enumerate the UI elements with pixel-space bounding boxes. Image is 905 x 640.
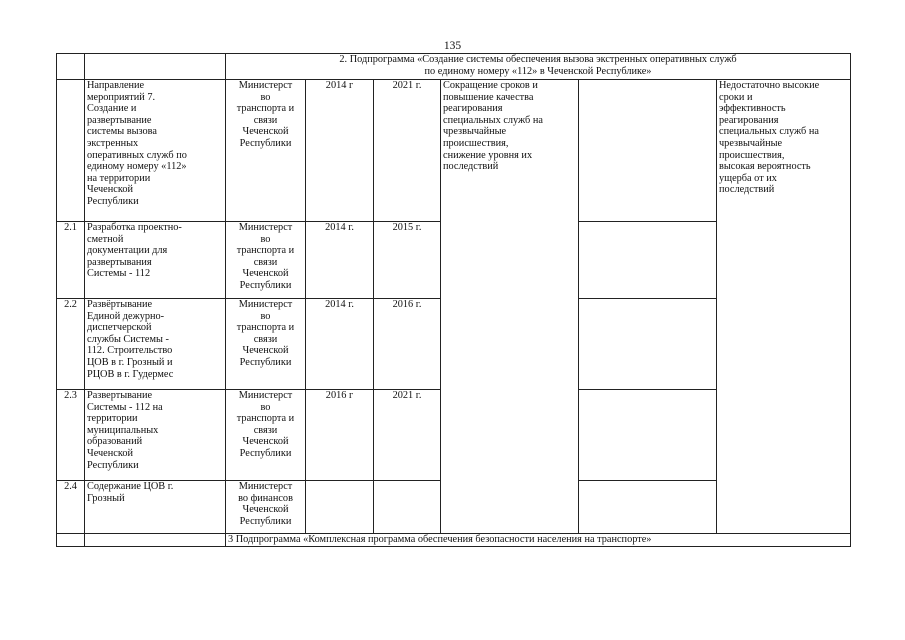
blank-cell: [579, 80, 717, 222]
table-row-direction: [57, 80, 851, 222]
activity-description: Развертывание Системы - 112 на территории муниципальных образований Чеченской Республики: [85, 390, 226, 481]
empty-description-cell: [85, 54, 226, 80]
blank-cell: [579, 390, 717, 481]
direction-description: Направление мероприятий 7. Создание и развертывание системы вызова экстренных оперативных служб по единому номеру «112» на территории Чеченской Республики: [85, 80, 226, 222]
end-year: 2016 г.: [374, 299, 441, 390]
end-year: 2015 г.: [374, 222, 441, 299]
blank-cell: [579, 481, 717, 534]
subprogram-2-header-row: [57, 54, 851, 80]
page-number: 135: [443, 40, 462, 52]
end-year: 2021 г.: [374, 390, 441, 481]
row-number: 2.3: [57, 390, 85, 481]
subprogram-2-title-line-2: по единому номеру «112» в Чеченской Республике»: [424, 65, 652, 77]
non-implementation-consequences: Недостаточно высокие сроки и эффективность реагирования специальных служб на чрезвычайные происшествия, высокая вероятность ущерба от их последствий: [717, 80, 851, 534]
end-year: [374, 481, 441, 534]
subprogram-2-title: [226, 54, 851, 80]
row-number: 2.1: [57, 222, 85, 299]
start-year: 2014 г.: [306, 299, 374, 390]
blank-cell: [579, 299, 717, 390]
program-table: [56, 53, 851, 547]
empty-number-cell: [57, 534, 85, 547]
subprogram-3-header-row: [57, 534, 851, 547]
activity-description: Разработка проектно- сметной документации для развертывания Системы - 112: [85, 222, 226, 299]
start-year: [306, 481, 374, 534]
empty-number-cell: [57, 54, 85, 80]
responsible-ministry: Министерст во транспорта и связи Чеченской Республики: [226, 390, 306, 481]
empty-description-cell: [85, 534, 226, 547]
activity-description: Развёртывание Единой дежурно- диспетчерской службы Системы - 112. Строительство ЦОВ в г. Грозный и РЦОВ в г. Гудермес: [85, 299, 226, 390]
responsible-ministry: Министерст во транспорта и связи Чеченской Республики: [226, 222, 306, 299]
start-year: 2014 г: [306, 80, 374, 222]
responsible-ministry: Министерст во финансов Чеченской Республики: [226, 481, 306, 534]
subprogram-2-title-line-1: 2. Подпрограмма «Создание системы обеспечения вызова экстренных оперативных служб: [339, 54, 737, 65]
responsible-ministry: Министерст во транспорта и связи Чеченской Республики: [226, 80, 306, 222]
start-year: 2014 г.: [306, 222, 374, 299]
row-number: 2.2: [57, 299, 85, 390]
activity-description: Содержание ЦОВ г. Грозный: [85, 481, 226, 534]
start-year: 2016 г: [306, 390, 374, 481]
subprogram-3-title: 3 Подпрограмма «Комплексная программа обеспечения безопасности населения на транспорте»: [226, 534, 851, 547]
expected-result: Сокращение сроков и повышение качества реагирования специальных служб на чрезвычайные происшествия, снижение уровня их последствий: [441, 80, 579, 534]
end-year: 2021 г.: [374, 80, 441, 222]
responsible-ministry: Министерст во транспорта и связи Чеченской Республики: [226, 299, 306, 390]
blank-cell: [579, 222, 717, 299]
row-number: 2.4: [57, 481, 85, 534]
row-number: [57, 80, 85, 222]
